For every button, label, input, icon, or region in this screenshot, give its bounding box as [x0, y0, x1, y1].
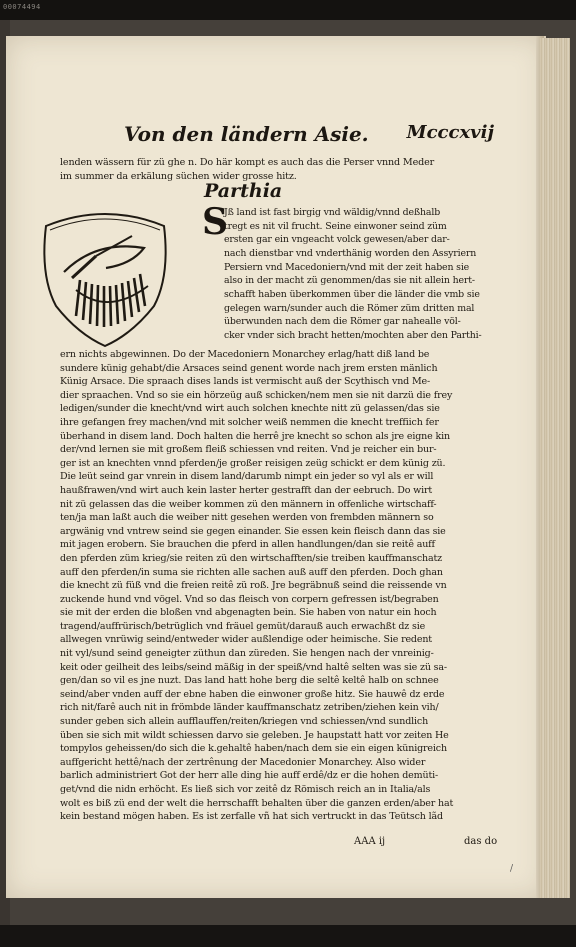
text-line: der/vnd lernen sie mit großem fleiß schiessen vnd reiten. Vnd je reicher ein bur- [60, 444, 437, 456]
text-line: kein bestand mögen haben. Es ist zerfalle vñ hat sich vertruckt in das Teütsch lãd [60, 811, 443, 823]
catchword: das do [464, 836, 498, 847]
text-line: auff den pferden/in suma sie richten alle sachen auß auff den pferden. Doch ghan [60, 566, 443, 578]
text-line: schafft haben überkommen über die länder die vmb sie [224, 288, 480, 300]
text-line: lenden wässern für zü ghe n. Do här kompt es auch das die Perser vnnd Meder [60, 157, 435, 168]
text-line: also in der macht zü genommen/das sie nit allein hert- [224, 275, 475, 287]
text-line: auffgericht hettê/nach der zertrênung der Macedonier Monarchey. Also wider [60, 756, 426, 768]
text-line: ten/ja man laßt auch die weiber nitt gesehen werden von frembden männern so [60, 512, 434, 524]
coat-of-arms-emblem [36, 206, 174, 348]
text-line: überhand in disem land. Doch halten die herrê jre knecht so schon als jre eigne kin [60, 430, 450, 442]
text-line: ger ist an knechten vnnd pferden/je großer reisigen zeüg schickt er dem künig zü. [60, 457, 446, 469]
text-line: die knecht zü füß vnd die freien reitê zü roß. Jre begräbnuß seind die reissende vn [60, 580, 447, 592]
text-line: im summer da erkälung süchen wider grosse hitz. [60, 171, 297, 183]
scan-top-bar [0, 0, 576, 20]
text-line: tragend/auffrürisch/betrüglich vnd fräuel gemüt/darauß auch erwachßt dz sie [60, 620, 426, 632]
text-line: gelegen warn/sunder auch die Römer züm dritten mal [224, 302, 475, 314]
scan-bottom-bar [0, 925, 576, 947]
text-line: ern nichts abgewinnen. Do der Macedoniern Monarchey erlag/hatt diß land be [60, 349, 430, 360]
page-edges [540, 38, 570, 898]
text-line: Die leüt seind gar vnrein in disem land/darumb nimpt ein jeder so vyl als er will [60, 471, 434, 483]
text-line: barlich administriert Got der herr alle ding hie auff erdê/dz er die hohen demüti- [60, 770, 439, 782]
drop-initial: S [202, 201, 228, 243]
book-page [6, 36, 546, 898]
text-line: ledigen/sunder die knecht/vnd wirt auch solchen knechte nitt zü gelassen/das sie [60, 403, 440, 415]
text-line: allwegen vnrüwig seind/entweder wider außlendige oder heimische. Sie redent [60, 634, 432, 646]
text-line: keit oder geilheit des leibs/seind mäßig in der speiß/vnd haltê selten was sie zü sa- [60, 661, 447, 673]
text-line: nit zü gelassen das die weiber kommen zü den männern in offenliche wirtschaff- [60, 498, 437, 510]
text-line: mit jagen erobern. Sie brauchen die pferd in allen handlungen/dan sie reitê auff [60, 539, 435, 551]
text-line: rich nit/farê auch nit in frömbde länder kauffmanschatz zetriben/ziehen kein vih/ [60, 702, 439, 714]
text-line: seind/aber vnden auff der ebne haben die einwoner große hitz. Sie hauwê dz erde [60, 688, 445, 700]
parthia-intro-text [224, 206, 482, 343]
text-line: wolt es biß zü end der welt die herrschafft behalten über die ganzen erden/aber hat [60, 797, 454, 809]
text-line: sunder geben sich allein aufflauffen/reiten/kriegen vnd schiessen/vnd sundlich [60, 716, 429, 728]
page-footer [60, 836, 520, 852]
text-line: ihre gefangen frey machen/vnd mit solcher weiß nemmen die knecht treffiich fer [60, 416, 439, 428]
margin-mark: / [510, 864, 514, 874]
text-line: argwänig vnd vntrew seind sie gegen einander. Sie essen kein fleisch dann das sie [60, 525, 446, 537]
text-line: zuckende hund vnd vögel. Vnd so das fleisch von corpern gefressen ist/begraben [60, 593, 439, 605]
text-line: cker vnder sich bracht hetten/mochten aber den Parthi- [224, 329, 482, 341]
text-line: dier spraachen. Vnd so sie ein hörzeüg auß schicken/nem men sie nit darzü die frey [60, 389, 453, 401]
text-line: gen/dan so vil es jne nuzt. Das land hatt hohe berg die seltê keltê halb on schnee [60, 675, 439, 687]
text-line: Jß land ist fast birgig vnd wäldig/vnnd deßhalb [224, 207, 441, 218]
parthia-body-text [60, 348, 453, 824]
scan-id: 00074494 [3, 3, 41, 11]
text-line: tregt es nit vil frucht. Seine einwoner seind züm [224, 220, 447, 232]
text-line: den pferden züm krieg/sie reiten zü den wirtschafften/sie treiben kauffmanschatz [60, 552, 443, 564]
running-head: Von den ländern Asie. [124, 122, 369, 146]
text-line: get/vnd die nidn erhöcht. Es ließ sich vor zeitê dz Römisch reich an in Italia/als [60, 784, 431, 795]
page-header [124, 122, 494, 152]
text-line: haußfrawen/vnd wirt auch kein laster herter gestrafft dan der eebruch. Do wirt [60, 484, 433, 496]
text-line: nach dienstbar vnd vnderthänig worden den Assyriern [224, 247, 477, 259]
signature-mark: AAA ij [354, 836, 386, 847]
text-line: Persiern vnd Macedoniern/vnd mit der zeit haben sie [224, 261, 470, 273]
text-line: üben sie sich mit wildt schiessen darvo sie geleben. Je haupstatt hatt vor zeiten He [60, 729, 449, 741]
text-line: überwunden nach dem die Römer gar nahealle völ- [224, 316, 461, 328]
text-line: sundere künig gehabt/die Arsaces seind genent worde nach jrem ersten mänlich [60, 362, 438, 374]
text-line: tompylos geheissen/do sich die k.gehaltê haben/nach dem sie ein eigen künigreich [60, 743, 447, 755]
text-line: sie mit der erden die bloßen vnd abgenagten bein. Sie haben von natur ein hoch [60, 607, 437, 619]
text-line: Künig Arsace. Die spraach dises lands ist vermischt auß der Scythisch vnd Me- [60, 376, 431, 388]
text-line: nit vyl/sund seind geneigter züthun dan züreden. Sie hengen nach der vnreinig- [60, 648, 434, 660]
section-title: Parthia [204, 180, 283, 202]
text-line: ersten gar ein vngeacht volck gewesen/aber dar- [224, 234, 450, 246]
folio-number: Mcccxvij [406, 122, 494, 143]
